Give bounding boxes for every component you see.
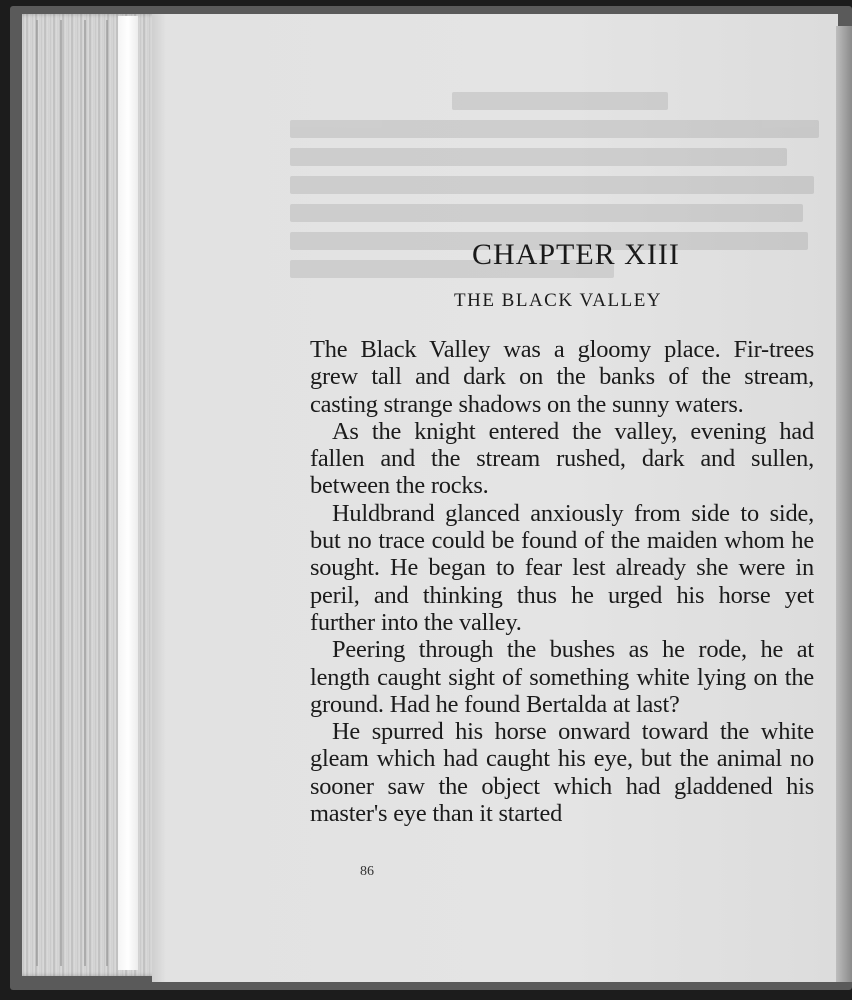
show-through-text — [290, 82, 830, 312]
chapter-subtitle: THE BLACK VALLEY — [454, 290, 663, 311]
paragraph: He spurred his horse onward toward the white gleam which had caught his eye, but the animal no sooner saw the object which had gladdened his master's eye than it started — [310, 718, 814, 828]
flyleaf — [118, 16, 138, 970]
paragraph: The Black Valley was a gloomy place. Fir-trees grew tall and dark on the banks of the stream, casting strange shadows on the sunny waters. — [310, 336, 814, 418]
page-edges — [22, 14, 172, 976]
page-number: 86 — [360, 864, 374, 879]
paragraph: Peering through the bushes as he rode, he at length caught sight of something white lying on the ground. Had he found Bertalda at last? — [310, 636, 814, 718]
body-text — [310, 336, 814, 827]
right-page-edge — [836, 26, 852, 982]
paragraph: Huldbrand glanced anxiously from side to side, but no trace could be found of the maiden whom he sought. He began to fear lest already she were in peril, and thinking thus he urged his horse yet further into the valley. — [310, 499, 814, 636]
chapter-heading: CHAPTER XIII — [472, 238, 680, 271]
paragraph: As the knight entered the valley, evening had fallen and the stream rushed, dark and sullen, between the rocks. — [310, 417, 814, 500]
